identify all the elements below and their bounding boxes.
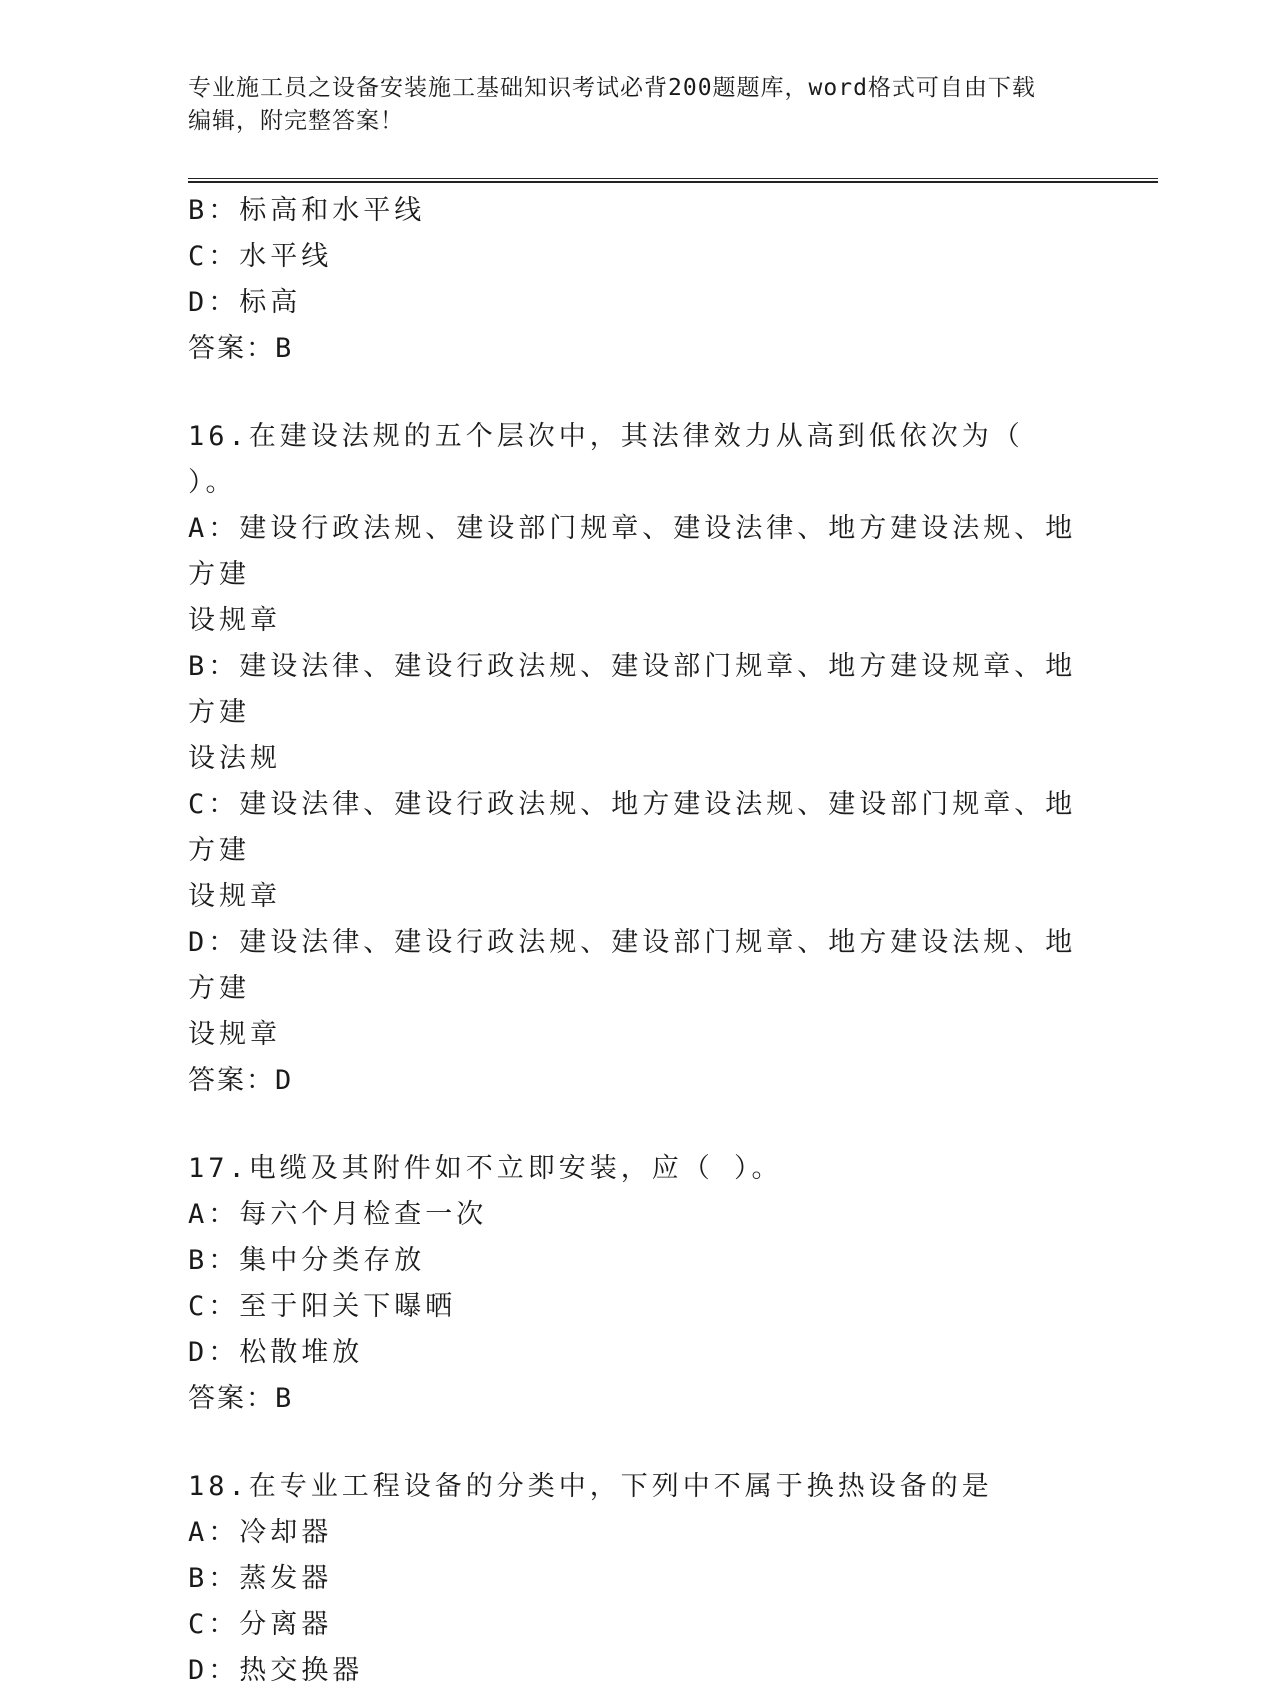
option-c-continued: 设规章 <box>188 881 281 912</box>
option-a: A：建设行政法规、建设部门规章、建设法律、地方建设法规、地方建 <box>188 513 1077 590</box>
question-stem: 18.在专业工程设备的分类中，下列中不属于换热设备的是 <box>188 1471 993 1502</box>
option-d: D：松散堆放 <box>188 1337 364 1368</box>
option-d: D：热交换器 <box>188 1655 364 1686</box>
answer-text: 答案：B <box>188 333 294 364</box>
document-header <box>188 72 1088 138</box>
document-body <box>188 188 1088 1694</box>
question-stem: 17.电缆及其附件如不立即安装，应（ ）。 <box>188 1153 783 1184</box>
answer-text: 答案：B <box>188 1383 294 1414</box>
option-a: A：每六个月检查一次 <box>188 1199 488 1230</box>
option-b: B：集中分类存放 <box>188 1245 426 1276</box>
option-b: B：标高和水平线 <box>188 195 426 226</box>
question-17 <box>188 1146 1088 1422</box>
spacer <box>188 372 1088 414</box>
question-18 <box>188 1464 1088 1694</box>
option-a-continued: 设规章 <box>188 605 281 636</box>
option-c: C：分离器 <box>188 1609 333 1640</box>
option-b: B：建设法律、建设行政法规、建设部门规章、地方建设规章、地方建 <box>188 651 1077 728</box>
header-title-line-1: 专业施工员之设备安装施工基础知识考试必背200题题库，word格式可自由下载 <box>188 75 1036 101</box>
option-c: C：水平线 <box>188 241 333 272</box>
option-a: A：冷却器 <box>188 1517 333 1548</box>
header-divider <box>188 178 1158 183</box>
answer-text: 答案：D <box>188 1065 294 1096</box>
spacer <box>188 1104 1088 1146</box>
option-b-continued: 设法规 <box>188 743 281 774</box>
option-c: C：建设法律、建设行政法规、地方建设法规、建设部门规章、地方建 <box>188 789 1077 866</box>
option-c: C：至于阳关下曝晒 <box>188 1291 457 1322</box>
option-d-continued: 设规章 <box>188 1019 281 1050</box>
spacer <box>188 1422 1088 1464</box>
header-title-line-2: 编辑，附完整答案！ <box>188 108 404 134</box>
question-stem: 16.在建设法规的五个层次中，其法律效力从高到低依次为（ ）。 <box>188 421 1045 498</box>
question-16 <box>188 414 1088 1104</box>
option-d: D：建设法律、建设行政法规、建设部门规章、地方建设法规、地方建 <box>188 927 1077 1004</box>
option-d: D：标高 <box>188 287 302 318</box>
option-b: B：蒸发器 <box>188 1563 333 1594</box>
question-15-tail <box>188 188 1088 372</box>
